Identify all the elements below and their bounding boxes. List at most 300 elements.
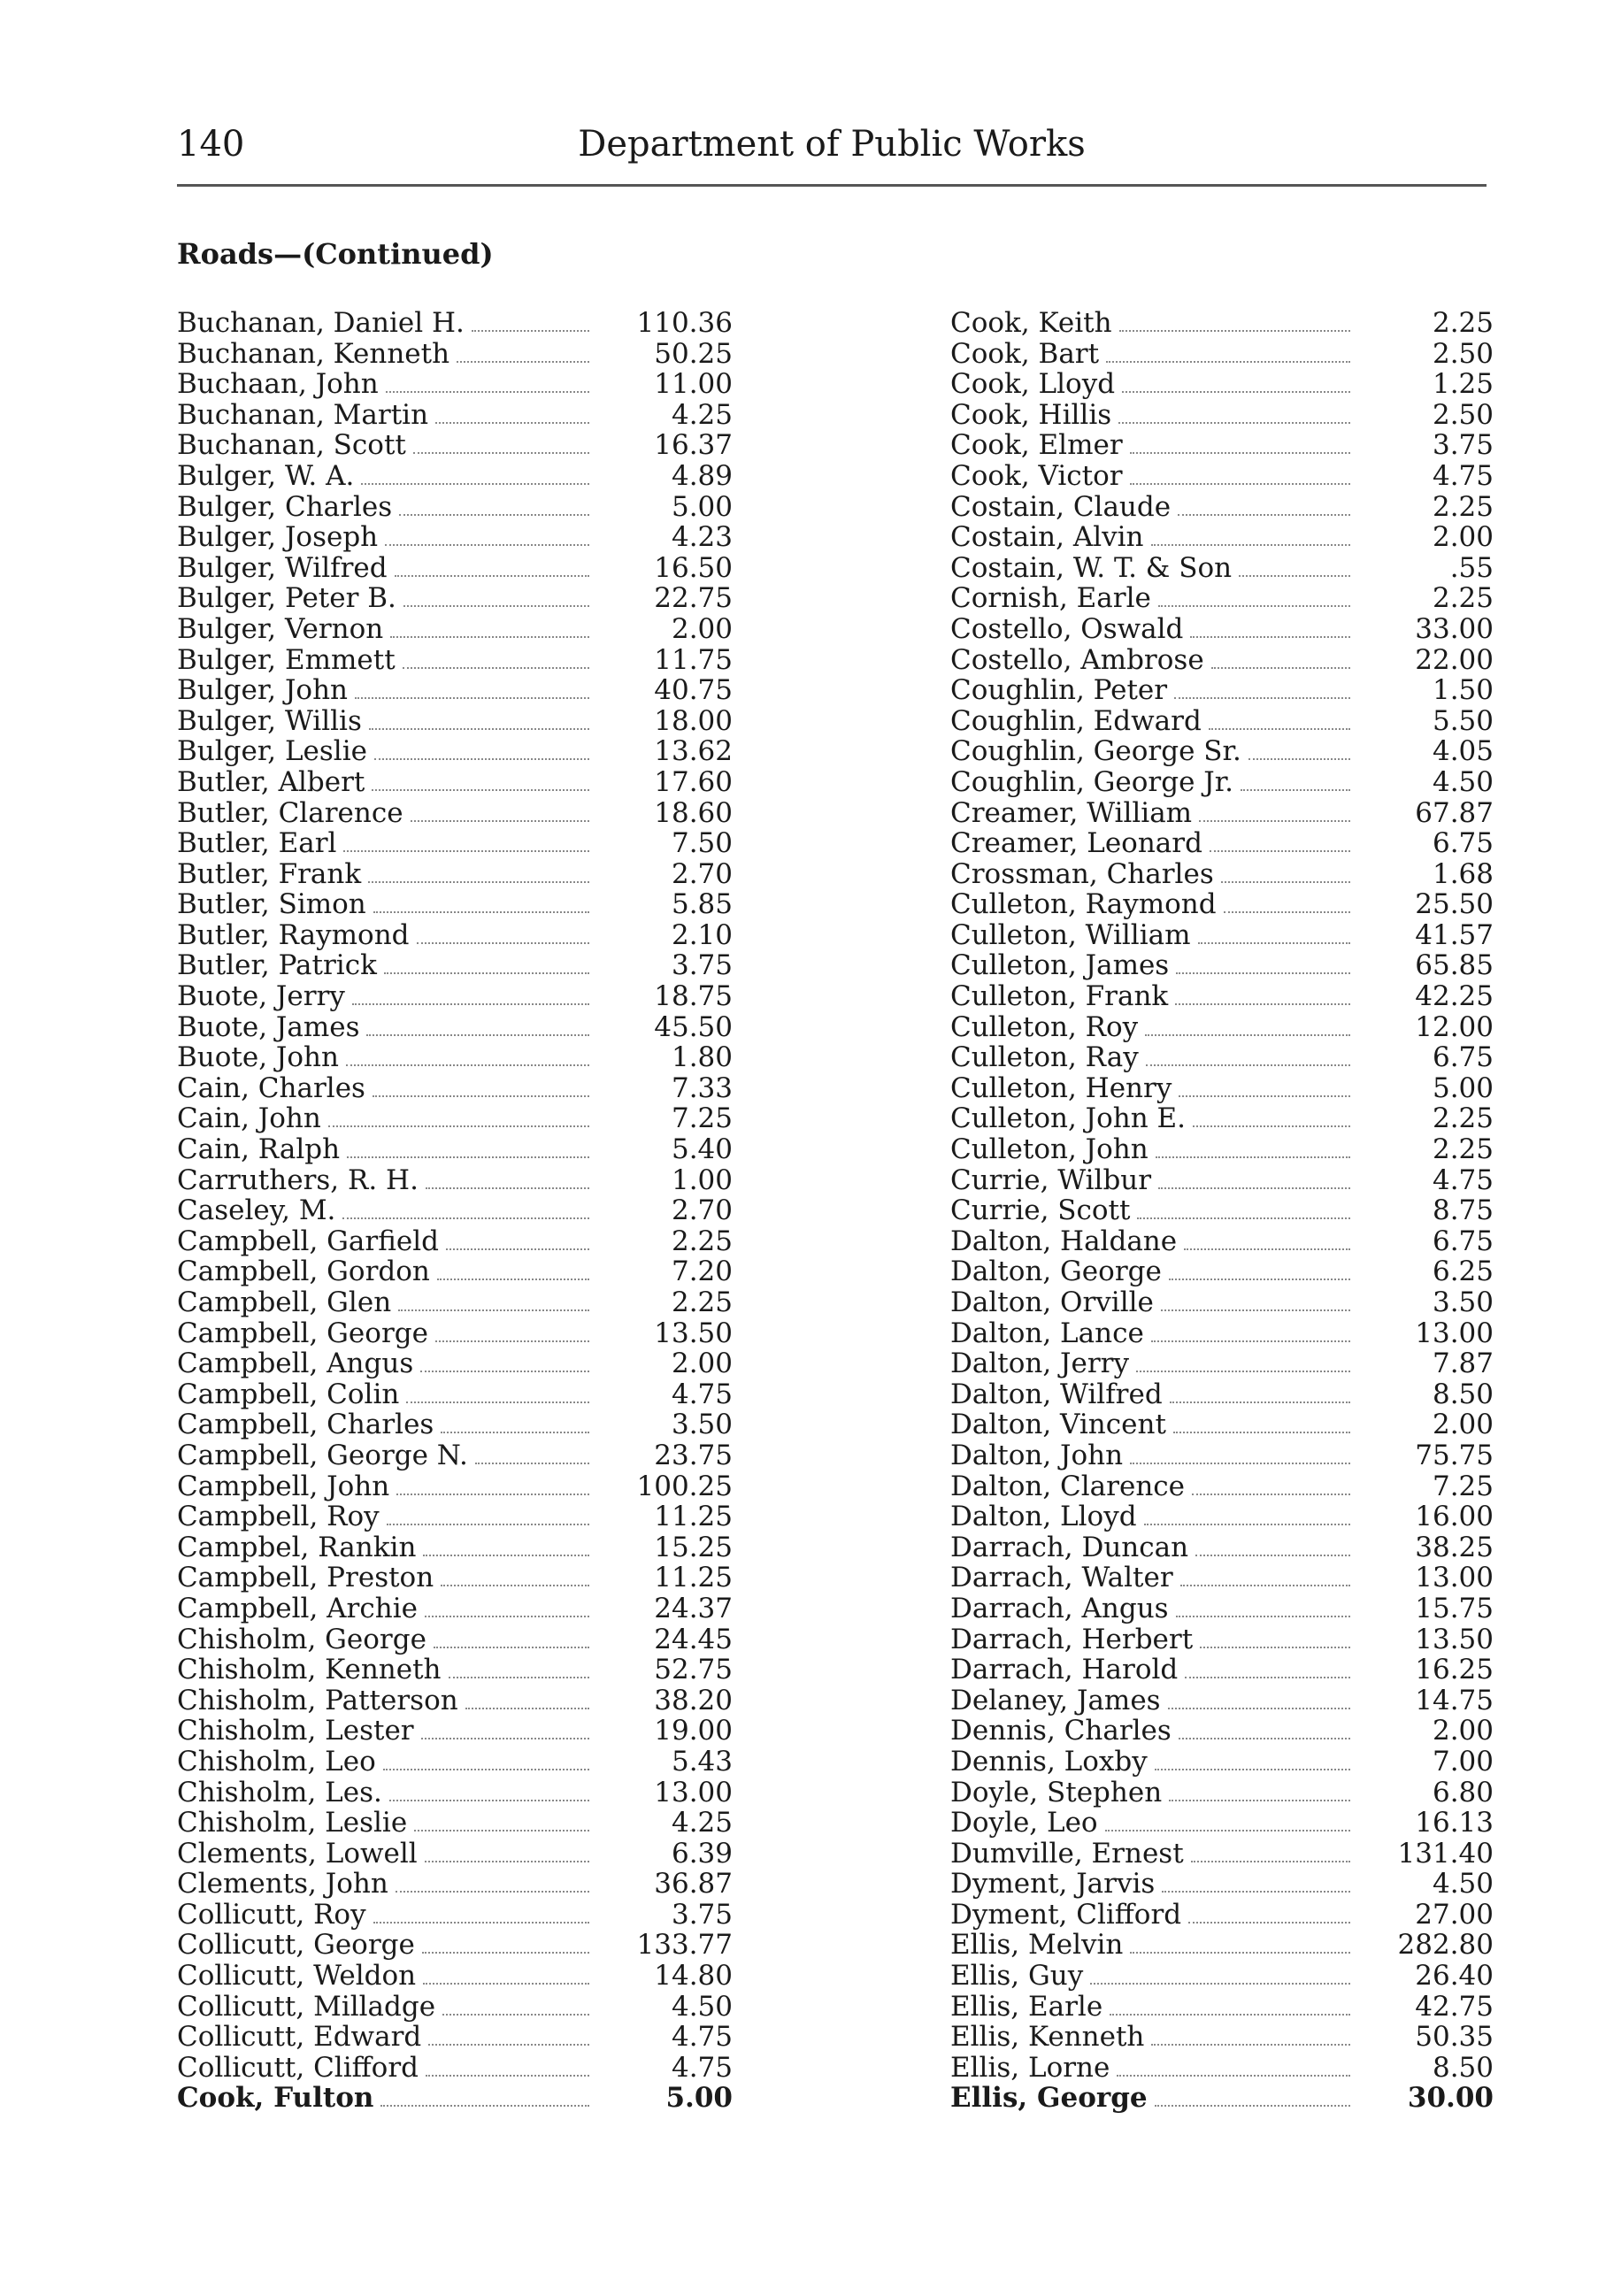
entry-amount: 4.23 bbox=[671, 521, 733, 554]
entry-name: Collicutt, George bbox=[177, 1929, 415, 1962]
entry-amount: 7.20 bbox=[671, 1256, 733, 1288]
entry-name: Bulger, Wilfred bbox=[177, 551, 388, 584]
entry-name: Campbell, Colin bbox=[177, 1378, 400, 1410]
dot-leader bbox=[434, 1647, 589, 1648]
list-item bbox=[950, 859, 1494, 890]
entry-name: Dalton, Jerry bbox=[950, 1348, 1129, 1380]
entry-amount: 4.05 bbox=[1432, 735, 1494, 768]
list-item bbox=[177, 981, 733, 1012]
entry-name: Campbell, Roy bbox=[177, 1501, 380, 1533]
entry-amount: 14.80 bbox=[654, 1960, 733, 1993]
dot-leader bbox=[403, 667, 589, 669]
entry-amount: 8.50 bbox=[1432, 1378, 1494, 1410]
entry-name: Ellis, Lorne bbox=[950, 2051, 1110, 2084]
dot-leader bbox=[1169, 1800, 1350, 1801]
list-item bbox=[177, 2083, 733, 2114]
entry-amount: 2.25 bbox=[1432, 490, 1494, 523]
list-item bbox=[950, 308, 1494, 339]
entry-amount: 3.75 bbox=[671, 949, 733, 982]
entry-amount: 2.00 bbox=[671, 1348, 733, 1380]
dot-leader bbox=[1178, 514, 1350, 516]
entry-name: Butler, Patrick bbox=[177, 949, 377, 982]
list-item bbox=[950, 614, 1494, 645]
entry-name: Cook, Fulton bbox=[177, 2082, 374, 2115]
entry-amount: 5.50 bbox=[1432, 704, 1494, 737]
list-item bbox=[177, 1778, 733, 1808]
entry-name: Ellis, George bbox=[950, 2082, 1148, 2115]
entry-name: Campbell, George bbox=[177, 1317, 428, 1349]
list-item bbox=[177, 614, 733, 645]
dot-leader bbox=[1169, 1279, 1350, 1280]
list-item bbox=[950, 369, 1494, 400]
entry-amount: 2.70 bbox=[671, 1194, 733, 1227]
dot-leader bbox=[426, 1187, 589, 1189]
dot-leader bbox=[1110, 2014, 1350, 2016]
entry-amount: 1.00 bbox=[671, 1163, 733, 1196]
entry-amount: 4.50 bbox=[1432, 1868, 1494, 1901]
entry-name: Doyle, Stephen bbox=[950, 1776, 1163, 1808]
entry-amount: 133.77 bbox=[636, 1929, 733, 1962]
dot-leader bbox=[372, 789, 589, 791]
entry-name: Collicutt, Milladge bbox=[177, 1990, 436, 2023]
entry-name: Darrach, Walter bbox=[950, 1562, 1173, 1594]
list-item bbox=[950, 1287, 1494, 1318]
dot-leader bbox=[1180, 1585, 1350, 1586]
dot-leader bbox=[1137, 1217, 1350, 1219]
entry-name: Chisholm, Leo bbox=[177, 1745, 376, 1778]
entry-name: Dyment, Jarvis bbox=[950, 1868, 1156, 1901]
dot-leader bbox=[385, 544, 589, 546]
list-item bbox=[177, 1501, 733, 1532]
dot-leader bbox=[387, 1524, 589, 1525]
list-item bbox=[950, 1471, 1494, 1502]
entry-amount: 7.87 bbox=[1432, 1348, 1494, 1380]
entry-amount: 13.00 bbox=[1415, 1317, 1494, 1349]
list-item bbox=[177, 798, 733, 829]
list-item bbox=[177, 339, 733, 370]
dot-leader bbox=[426, 2075, 589, 2077]
entry-name: Buchanan, Daniel H. bbox=[177, 307, 465, 339]
dot-leader bbox=[417, 942, 589, 944]
dot-leader bbox=[1195, 1555, 1350, 1556]
entry-amount: 5.00 bbox=[1432, 1071, 1494, 1104]
entry-amount: 45.50 bbox=[654, 1010, 733, 1043]
entry-name: Bulger, Peter B. bbox=[177, 582, 396, 615]
dot-leader bbox=[1209, 728, 1350, 730]
entry-amount: 4.75 bbox=[671, 2051, 733, 2084]
entry-name: Campbell, Garfield bbox=[177, 1225, 440, 1257]
list-item bbox=[177, 583, 733, 614]
list-item bbox=[950, 645, 1494, 676]
dot-leader bbox=[423, 1555, 589, 1556]
entry-name: Darrach, Herbert bbox=[950, 1623, 1194, 1655]
list-item bbox=[177, 1961, 733, 1992]
entry-name: Culleton, Roy bbox=[950, 1010, 1139, 1043]
entry-amount: 6.25 bbox=[1432, 1256, 1494, 1288]
entry-name: Dumville, Ernest bbox=[950, 1837, 1184, 1870]
entry-amount: 4.89 bbox=[671, 459, 733, 492]
entry-amount: .55 bbox=[1449, 551, 1494, 584]
dot-leader bbox=[441, 1585, 589, 1586]
list-item bbox=[177, 767, 733, 798]
list-item bbox=[950, 1103, 1494, 1134]
section-heading: Roads—(Continued) bbox=[177, 237, 494, 271]
list-item bbox=[950, 1042, 1494, 1073]
header-rule bbox=[177, 184, 1487, 187]
entry-amount: 5.43 bbox=[671, 1745, 733, 1778]
dot-leader bbox=[472, 330, 589, 332]
list-item bbox=[177, 522, 733, 553]
list-item bbox=[950, 1930, 1494, 1961]
list-item bbox=[950, 339, 1494, 370]
entry-amount: 2.25 bbox=[1432, 1133, 1494, 1166]
entry-amount: 41.57 bbox=[1415, 918, 1494, 951]
list-item bbox=[177, 706, 733, 737]
list-item bbox=[950, 920, 1494, 951]
dot-leader bbox=[421, 1738, 589, 1739]
entry-amount: 3.75 bbox=[1432, 429, 1494, 462]
dot-leader bbox=[413, 452, 589, 454]
entry-amount: 6.39 bbox=[671, 1837, 733, 1870]
page-number: 140 bbox=[177, 124, 245, 165]
list-item bbox=[177, 1900, 733, 1931]
page-header bbox=[177, 124, 1487, 177]
entry-amount: 11.25 bbox=[654, 1562, 733, 1594]
dot-leader bbox=[1151, 1340, 1350, 1342]
dot-leader bbox=[355, 697, 589, 699]
entry-name: Dyment, Clifford bbox=[950, 1898, 1182, 1931]
entry-name: Campbell, Archie bbox=[177, 1592, 418, 1624]
dot-leader bbox=[1144, 1524, 1350, 1525]
dot-leader bbox=[414, 1830, 589, 1831]
dot-leader bbox=[386, 391, 589, 393]
entry-amount: 4.50 bbox=[1432, 765, 1494, 798]
list-item bbox=[177, 1808, 733, 1839]
dot-leader bbox=[374, 758, 589, 760]
entry-name: Cornish, Earle bbox=[950, 582, 1151, 615]
entry-name: Bulger, Joseph bbox=[177, 521, 379, 554]
entry-amount: 6.75 bbox=[1432, 827, 1494, 860]
list-item bbox=[177, 1930, 733, 1961]
list-item bbox=[950, 522, 1494, 553]
entry-name: Collicutt, Edward bbox=[177, 2021, 422, 2054]
entry-amount: 2.25 bbox=[1432, 1102, 1494, 1135]
list-item bbox=[177, 1624, 733, 1655]
dot-leader bbox=[1130, 452, 1350, 454]
list-item bbox=[950, 1379, 1494, 1410]
entry-amount: 4.75 bbox=[671, 1378, 733, 1410]
dot-leader bbox=[383, 1769, 589, 1770]
dot-leader bbox=[390, 636, 589, 638]
entry-amount: 75.75 bbox=[1415, 1439, 1494, 1471]
list-item bbox=[950, 1686, 1494, 1716]
dot-leader bbox=[1105, 1830, 1350, 1831]
entry-amount: 13.62 bbox=[654, 735, 733, 768]
dot-leader bbox=[1191, 1861, 1350, 1862]
dot-leader bbox=[1151, 2044, 1350, 2046]
list-item bbox=[950, 1808, 1494, 1839]
entry-name: Dalton, Lance bbox=[950, 1317, 1144, 1349]
entry-amount: 100.25 bbox=[636, 1470, 733, 1502]
dot-leader bbox=[1176, 972, 1350, 974]
dot-leader bbox=[1241, 789, 1350, 791]
list-item bbox=[950, 1501, 1494, 1532]
list-item bbox=[950, 1348, 1494, 1379]
list-item bbox=[950, 1318, 1494, 1349]
list-item bbox=[950, 1195, 1494, 1226]
list-item bbox=[950, 2022, 1494, 2053]
entry-name: Cook, Lloyd bbox=[950, 368, 1116, 401]
entry-amount: 2.25 bbox=[671, 1225, 733, 1257]
dot-leader bbox=[1146, 1064, 1350, 1066]
entry-name: Cook, Victor bbox=[950, 459, 1123, 492]
entry-name: Dalton, George bbox=[950, 1256, 1162, 1288]
dot-leader bbox=[380, 2105, 589, 2107]
entry-amount: 24.37 bbox=[654, 1592, 733, 1624]
entry-name: Dalton, Orville bbox=[950, 1286, 1154, 1318]
dot-leader bbox=[1145, 1034, 1350, 1036]
list-item bbox=[950, 828, 1494, 859]
list-item bbox=[950, 1409, 1494, 1440]
entry-name: Butler, Frank bbox=[177, 857, 362, 890]
entry-amount: 7.50 bbox=[671, 827, 733, 860]
entry-amount: 36.87 bbox=[654, 1868, 733, 1901]
entry-amount: 22.75 bbox=[654, 582, 733, 615]
dot-leader bbox=[1224, 911, 1350, 913]
entry-amount: 18.75 bbox=[654, 980, 733, 1013]
entry-amount: 42.25 bbox=[1415, 980, 1494, 1013]
entry-amount: 18.60 bbox=[654, 796, 733, 829]
list-item bbox=[950, 706, 1494, 737]
dot-leader bbox=[1130, 483, 1350, 485]
entry-name: Campbell, Gordon bbox=[177, 1256, 430, 1288]
dot-leader bbox=[369, 728, 589, 730]
entry-name: Butler, Earl bbox=[177, 827, 337, 860]
dot-leader bbox=[342, 1217, 589, 1219]
entry-name: Buote, James bbox=[177, 1010, 360, 1043]
dot-leader bbox=[1193, 1125, 1350, 1127]
dot-leader bbox=[1170, 1401, 1350, 1403]
entry-name: Campbell, Preston bbox=[177, 1562, 434, 1594]
dot-leader bbox=[441, 1432, 589, 1433]
entry-name: Butler, Simon bbox=[177, 888, 366, 921]
entry-amount: 16.13 bbox=[1415, 1807, 1494, 1839]
left-column bbox=[177, 308, 733, 2114]
list-item bbox=[177, 1379, 733, 1410]
entry-amount: 16.50 bbox=[654, 551, 733, 584]
entry-amount: 50.25 bbox=[654, 337, 733, 370]
entry-amount: 18.00 bbox=[654, 704, 733, 737]
entry-name: Culleton, Ray bbox=[950, 1041, 1139, 1074]
entry-name: Costain, Alvin bbox=[950, 521, 1144, 554]
entry-name: Campbel, Rankin bbox=[177, 1531, 417, 1563]
entry-name: Bulger, John bbox=[177, 674, 348, 707]
list-item bbox=[950, 400, 1494, 431]
dot-leader bbox=[373, 1922, 589, 1924]
list-item bbox=[950, 767, 1494, 798]
entry-amount: 33.00 bbox=[1415, 612, 1494, 645]
list-item bbox=[950, 1961, 1494, 1992]
entry-name: Bulger, Leslie bbox=[177, 735, 367, 768]
list-item bbox=[950, 1226, 1494, 1257]
entry-amount: 42.75 bbox=[1415, 1990, 1494, 2023]
dot-leader bbox=[346, 1064, 589, 1066]
entry-amount: 3.75 bbox=[671, 1898, 733, 1931]
entry-name: Darrach, Duncan bbox=[950, 1531, 1189, 1563]
entry-name: Ellis, Melvin bbox=[950, 1929, 1124, 1962]
dot-leader bbox=[1158, 1187, 1350, 1189]
entry-name: Cain, Ralph bbox=[177, 1133, 341, 1166]
entry-amount: 52.75 bbox=[654, 1654, 733, 1686]
dot-leader bbox=[1199, 820, 1350, 822]
list-item bbox=[177, 1563, 733, 1593]
dot-leader bbox=[422, 1952, 589, 1954]
entry-name: Dalton, John bbox=[950, 1439, 1124, 1471]
entry-name: Cook, Elmer bbox=[950, 429, 1123, 462]
list-item bbox=[177, 1165, 733, 1196]
entry-name: Coughlin, George Jr. bbox=[950, 765, 1233, 798]
dot-leader bbox=[428, 2044, 589, 2046]
list-item bbox=[177, 1348, 733, 1379]
entry-amount: 13.00 bbox=[654, 1776, 733, 1808]
entry-amount: 26.40 bbox=[1415, 1960, 1494, 1993]
entry-name: Culleton, James bbox=[950, 949, 1170, 982]
dot-leader bbox=[1162, 1891, 1350, 1893]
dot-leader bbox=[1122, 391, 1350, 393]
dot-leader bbox=[411, 820, 589, 822]
list-item bbox=[177, 553, 733, 584]
dot-leader bbox=[1136, 1371, 1350, 1372]
dot-leader bbox=[425, 1861, 589, 1862]
list-item bbox=[177, 736, 733, 767]
dot-leader bbox=[1188, 1922, 1350, 1924]
entry-name: Buchaan, John bbox=[177, 368, 379, 401]
entry-name: Campbell, George N. bbox=[177, 1439, 468, 1471]
dot-leader bbox=[399, 514, 589, 516]
entry-amount: 12.00 bbox=[1415, 1010, 1494, 1043]
entry-amount: 2.00 bbox=[1432, 521, 1494, 554]
list-item bbox=[950, 1134, 1494, 1165]
list-item bbox=[177, 369, 733, 400]
list-item bbox=[950, 2053, 1494, 2084]
entry-name: Culleton, Frank bbox=[950, 980, 1169, 1013]
list-item bbox=[950, 798, 1494, 829]
entry-name: Cook, Keith bbox=[950, 307, 1112, 339]
dot-leader bbox=[384, 972, 589, 974]
dot-leader bbox=[373, 1095, 589, 1097]
entry-amount: 14.75 bbox=[1415, 1684, 1494, 1716]
list-item bbox=[950, 492, 1494, 523]
dot-leader bbox=[1119, 330, 1350, 332]
entry-amount: 2.25 bbox=[671, 1286, 733, 1318]
entry-name: Doyle, Leo bbox=[950, 1807, 1098, 1839]
dot-leader bbox=[328, 1125, 589, 1127]
list-item bbox=[950, 1992, 1494, 2023]
list-item bbox=[177, 889, 733, 920]
entry-amount: 6.80 bbox=[1432, 1776, 1494, 1808]
list-item bbox=[177, 1686, 733, 1716]
entry-name: Butler, Raymond bbox=[177, 918, 410, 951]
dot-leader bbox=[1198, 942, 1350, 944]
entry-amount: 4.50 bbox=[671, 1990, 733, 2023]
entry-amount: 1.80 bbox=[671, 1041, 733, 1074]
list-item bbox=[950, 1747, 1494, 1778]
entry-name: Buchanan, Martin bbox=[177, 398, 429, 431]
entry-amount: 15.75 bbox=[1415, 1592, 1494, 1624]
entry-amount: 1.25 bbox=[1432, 368, 1494, 401]
dot-leader bbox=[457, 361, 589, 363]
entry-amount: 8.50 bbox=[1432, 2051, 1494, 2084]
list-item bbox=[950, 736, 1494, 767]
list-item bbox=[950, 1869, 1494, 1900]
list-item bbox=[950, 1778, 1494, 1808]
entry-amount: 16.00 bbox=[1415, 1501, 1494, 1533]
dot-leader bbox=[389, 1800, 589, 1801]
dot-leader bbox=[361, 483, 589, 485]
entry-name: Clements, John bbox=[177, 1868, 388, 1901]
dot-leader bbox=[465, 1708, 589, 1709]
entry-amount: 11.00 bbox=[654, 368, 733, 401]
entry-name: Costain, W. T. & Son bbox=[950, 551, 1233, 584]
list-item bbox=[177, 492, 733, 523]
dot-leader bbox=[1179, 1738, 1350, 1739]
entry-name: Campbell, Glen bbox=[177, 1286, 392, 1318]
dot-leader bbox=[420, 1371, 589, 1372]
entry-name: Cook, Bart bbox=[950, 337, 1100, 370]
list-item bbox=[177, 950, 733, 981]
entry-name: Clements, Lowell bbox=[177, 1837, 418, 1870]
dot-leader bbox=[1175, 1003, 1350, 1005]
entry-name: Dalton, Vincent bbox=[950, 1409, 1166, 1441]
list-item bbox=[950, 1716, 1494, 1747]
entry-name: Carruthers, R. H. bbox=[177, 1163, 419, 1196]
entry-amount: 13.00 bbox=[1415, 1562, 1494, 1594]
list-item bbox=[177, 1716, 733, 1747]
list-item bbox=[177, 1747, 733, 1778]
dot-leader bbox=[1173, 1432, 1350, 1433]
entry-amount: 8.75 bbox=[1432, 1194, 1494, 1227]
entry-amount: 2.50 bbox=[1432, 398, 1494, 431]
list-item bbox=[950, 1900, 1494, 1931]
entry-amount: 24.45 bbox=[654, 1623, 733, 1655]
dot-leader bbox=[368, 881, 589, 883]
entry-amount: 27.00 bbox=[1415, 1898, 1494, 1931]
list-item bbox=[177, 645, 733, 676]
entry-amount: 4.75 bbox=[671, 2021, 733, 2054]
entry-name: Delaney, James bbox=[950, 1684, 1161, 1716]
list-item bbox=[950, 889, 1494, 920]
dot-leader bbox=[352, 1003, 589, 1005]
entry-name: Bulger, W. A. bbox=[177, 459, 355, 492]
entry-name: Collicutt, Weldon bbox=[177, 1960, 417, 1993]
dot-leader bbox=[1210, 850, 1350, 852]
entry-amount: 110.36 bbox=[636, 307, 733, 339]
list-item bbox=[177, 1318, 733, 1349]
entry-name: Ellis, Guy bbox=[950, 1960, 1084, 1993]
entry-name: Chisholm, Kenneth bbox=[177, 1654, 442, 1686]
dot-leader bbox=[1156, 1156, 1350, 1158]
entry-amount: 13.50 bbox=[654, 1317, 733, 1349]
entry-amount: 15.25 bbox=[654, 1531, 733, 1563]
entry-amount: 11.75 bbox=[654, 643, 733, 676]
entry-amount: 22.00 bbox=[1415, 643, 1494, 676]
dot-leader bbox=[347, 1156, 589, 1158]
entry-amount: 5.00 bbox=[665, 2082, 733, 2115]
list-item bbox=[177, 1042, 733, 1073]
entry-name: Butler, Albert bbox=[177, 765, 365, 798]
entry-amount: 6.75 bbox=[1432, 1225, 1494, 1257]
entry-name: Collicutt, Clifford bbox=[177, 2051, 419, 2084]
